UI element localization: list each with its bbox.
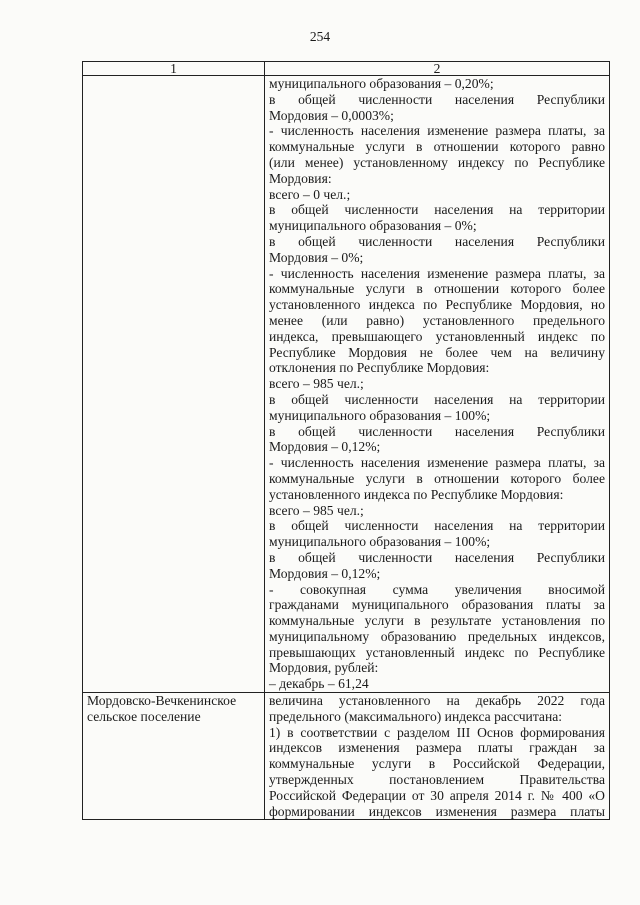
text-line: в общей численности населения на территории [269,391,605,407]
municipality-name-line: Мордовско-Вечкенинское [87,693,237,709]
text-line: муниципальному образованию предельных индексов, [269,628,605,644]
text-line: в общей численности населения Республики [269,549,605,565]
text-line: муниципального образования – 100%; [269,407,491,423]
text-line: установленного индекса по Республике Мордовия, но [269,297,605,313]
text-line: Республике Мордовия не более чем на величину [269,344,605,360]
row1-col1-cell [83,76,265,693]
column-header-2: 2 [265,62,610,76]
text-line: всего – 0 чел.; [269,186,351,202]
text-line: в общей численности населения Республики [269,91,605,107]
text-line: гражданами муниципального образования платы за [269,597,605,613]
text-line: индекса, превышающего установленный индекс по [269,328,605,344]
text-line: муниципального образования – 0,20%; [269,76,494,91]
text-line: - совокупная сумма увеличения вносимой [269,581,605,597]
text-line: в общей численности населения Республики [269,233,605,249]
table-row [83,76,610,693]
text-line: коммунальные услуги в результате установления по [269,613,605,629]
text-line: Мордовия: [269,170,332,186]
table-row [83,693,610,820]
text-line: Мордовия, рублей: [269,660,379,676]
table-header-row [83,62,610,76]
text-line: отклонения по Республике Мордовия: [269,360,490,376]
text-line: формировании индексов изменения размера платы [269,803,605,819]
text-line: утвержденных постановлением Правительства [269,772,605,788]
text-line: индексов изменения размера платы граждан за [269,740,605,756]
text-line: Мордовия – 0,12%; [269,565,381,581]
text-line: - численность населения изменение размера платы, за [269,265,605,281]
text-line: Мордовия – 0,12%; [269,439,381,455]
row1-col2-cell [265,76,610,693]
text-line: коммунальные услуги в отношении которого более [269,281,605,297]
text-line: муниципального образования – 0%; [269,218,477,234]
text-line: менее (или равно) установленного предельного [269,312,605,328]
text-line: в общей численности населения на территории [269,202,605,218]
text-line: Мордовия – 0%; [269,249,364,265]
text-line: в общей численности населения Республики [269,423,605,439]
column-header-1: 1 [83,62,265,76]
text-line: муниципального образования – 100%; [269,534,491,550]
text-line: величина установленного на декабрь 2022 года [269,693,605,709]
row2-col2-cell [265,693,610,820]
text-line: всего – 985 чел.; [269,376,364,392]
text-line: 1) в соответствии с разделом III Основ формирования [269,724,605,740]
text-line: всего – 985 чел.; [269,502,364,518]
page-number: 254 [309,29,331,44]
text-line: Мордовия – 0,0003%; [269,107,394,123]
text-line: – декабрь – 61,24 [269,676,369,692]
municipality-name-line: сельское поселение [87,708,201,724]
text-line: (или менее) установленному индексу по Республике [269,154,605,170]
text-line: коммунальные услуги в Российской Федерации, [269,756,605,772]
text-line: превышающих установленный индекс по Республике [269,644,605,660]
text-line: - численность населения изменение размера платы, за [269,455,605,471]
document-table [82,61,610,820]
text-line: Российской Федерации от 30 апреля 2014 г. № 400 «О [269,787,605,803]
text-line: коммунальные услуги в отношении которого равно [269,139,605,155]
text-line: - численность населения изменение размера платы, за [269,123,605,139]
text-line: установленного индекса по Республике Мордовия: [269,486,564,502]
row2-col1-cell [83,693,265,820]
text-line: в общей численности населения на территории [269,518,605,534]
text-line: предельного (максимального) индекса рассчитана: [269,708,563,724]
text-line: коммунальные услуги в отношении которого более [269,470,605,486]
